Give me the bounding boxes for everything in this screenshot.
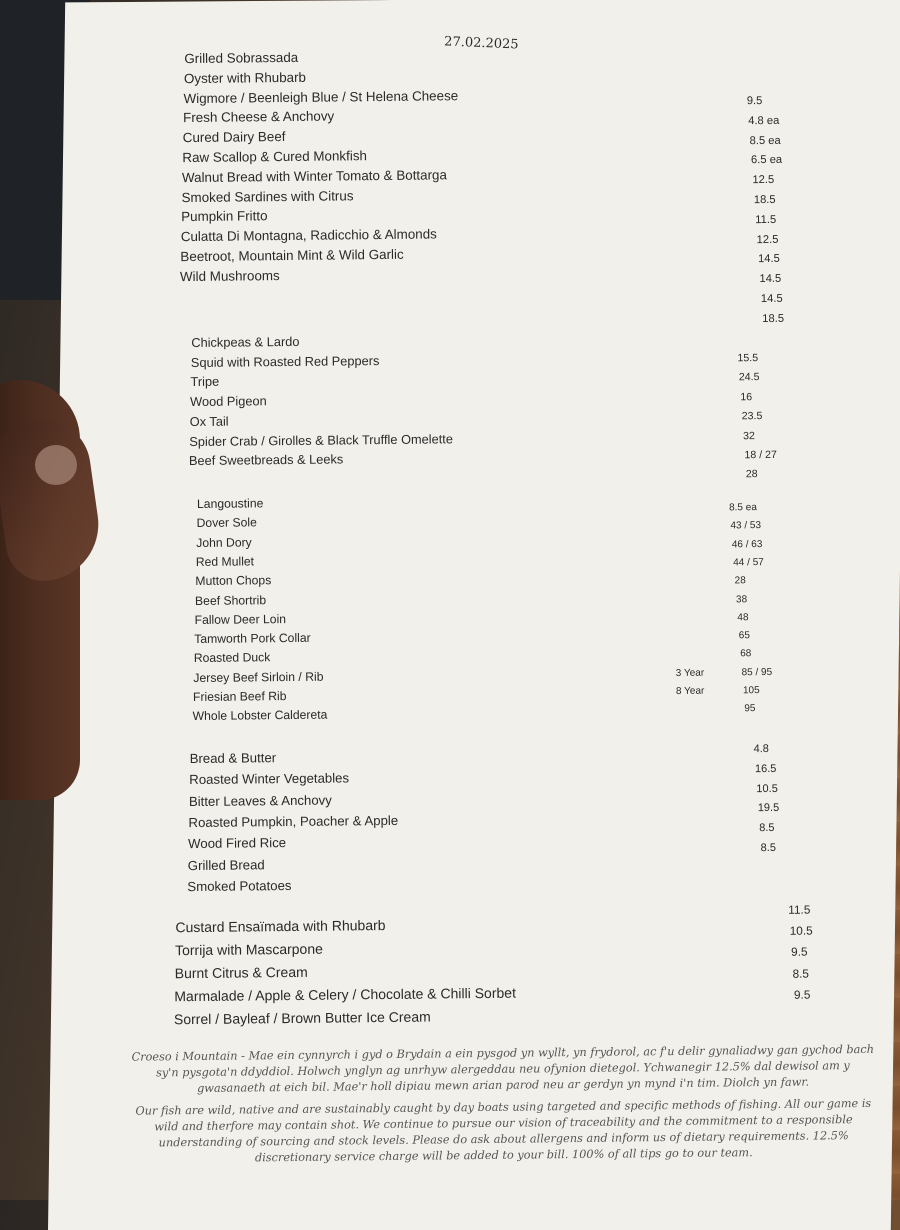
menu-item-name: Roasted Pumpkin, Poacher & Apple: [188, 812, 399, 830]
menu-item-name: Spider Crab / Girolles & Black Truffle Omelette: [189, 430, 454, 449]
menu-item-price: 4.8 ea: [748, 114, 780, 127]
menu-item-price: 8.5 ea: [728, 502, 757, 514]
menu-item-name: Dover Sole: [196, 515, 257, 531]
menu-item-price: 32: [743, 429, 755, 442]
menu-item-name: Beef Shortrib: [194, 592, 267, 608]
menu-item-price: 19.5: [757, 802, 780, 815]
menu-item-name: Marmalade / Apple & Celery / Chocolate & Chilli Sorbet: [174, 984, 516, 1005]
menu-item-price: 9.5: [793, 987, 811, 1002]
menu-item-name: Bread & Butter: [189, 750, 277, 767]
menu-item-price: 48: [737, 611, 749, 624]
menu-item-price: 28: [745, 468, 758, 481]
menu-item-price: 8.5 ea: [749, 134, 781, 147]
menu-item-name: Friesian Beef Rib: [192, 689, 287, 705]
menu-item-name: Raw Scallop & Cured Monkfish: [182, 148, 367, 166]
menu-item-name: Whole Lobster Caldereta: [192, 707, 328, 724]
menu-item-price: 15.5: [737, 352, 759, 365]
menu-item-price: 12.5: [752, 174, 775, 187]
menu-item-name: Smoked Sardines with Citrus: [181, 187, 354, 205]
menu-item-name: Fresh Cheese & Anchovy: [183, 108, 335, 126]
menu-item-price: 11.5: [755, 213, 777, 226]
menu-item-name: Wigmore / Beenleigh Blue / St Helena Cheese: [183, 87, 459, 106]
thumbnail: [35, 445, 77, 485]
menu-item-price: 16.5: [754, 762, 777, 775]
menu-item-age-note: 3 Year: [675, 667, 705, 679]
menu-item-price: 9.5: [791, 944, 808, 960]
menu-item-name: Roasted Duck: [193, 650, 271, 666]
menu-item-price: 24.5: [738, 371, 760, 384]
menu-item-name: Sorrel / Bayleaf / Brown Butter Ice Cream: [173, 1008, 431, 1028]
menu-item-name: Cured Dairy Beef: [182, 129, 286, 146]
menu-item-name: Culatta Di Montagna, Radicchio & Almonds: [180, 226, 437, 245]
menu-item-price: 8.5: [760, 841, 776, 855]
menu-item-name: Tripe: [190, 374, 220, 390]
menu-item-price: 44 / 57: [733, 556, 764, 569]
menu-item-price: 23.5: [741, 410, 763, 423]
menu-item-price: 65: [738, 630, 750, 642]
menu-item-name: Oyster with Rhubarb: [183, 69, 307, 86]
menu-item-name: Wood Fired Rice: [188, 835, 287, 852]
menu-item-price: 10.5: [756, 782, 778, 795]
menu-item-name: Pumpkin Fritto: [181, 208, 268, 225]
menu-item-price: 46 / 63: [731, 538, 763, 550]
menu-item-price: 95: [744, 703, 756, 715]
menu-item-price: 12.5: [756, 233, 779, 246]
menu-item-price: 105: [742, 685, 760, 697]
menu-item-price: 68: [740, 648, 752, 660]
menu-item-name: Roasted Winter Vegetables: [189, 770, 350, 788]
menu-item-price: 4.8: [753, 742, 769, 756]
menu-item-name: Beef Sweetbreads & Leeks: [188, 451, 344, 469]
menu-item-price: 38: [735, 593, 748, 605]
menu-item-name: Walnut Bread with Winter Tomato & Bottarga: [181, 167, 447, 185]
menu-item-price: 85 / 95: [741, 666, 773, 678]
menu-item-name: Mutton Chops: [195, 573, 272, 589]
footer-english: Our fish are wild, native and are sustainably caught by day boats using targeted and specific methods of fishing. All our game is wild and therfore may contain shot. We continue to pursue our vision of traceability and the commitment to a responsible understanding of sourcing and stock levels. Please do ask about allergens and inform us of dietary requirements. 12.5% discretionary service charge will be added to your bill. 100% of all tips go to our team.: [135, 1096, 872, 1165]
footer-welsh: Croeso i Mountain - Mae ein cynnyrch i gyd o Brydain a ein pysgod yn wyllt, yn frydorol, ac f'u delir gynaliadwy gan gychod bach sy'n pysgota'n ddyddiol. Holwch ynglyn ag unrhyw alergeddau neu ofynion dietegol. Ychwanegir 12.5% dal dewisol am y gwasanaeth at eich bil. Mae'r holl dipiau mewn arian parod neu ar gerdyn yn mynd i'n tim. Diolch yn fawr.: [131, 1042, 875, 1095]
menu-item-price: 18 / 27: [744, 448, 777, 462]
menu-item-name: Smoked Potatoes: [187, 877, 292, 894]
menu-item-price: 18.5: [762, 312, 785, 325]
menu-item-name: Squid with Roasted Red Peppers: [190, 352, 380, 370]
menu-item-name: Ox Tail: [189, 413, 229, 429]
menu-item-name: Fallow Deer Loin: [194, 611, 287, 627]
menu-item-name: Grilled Sobrassada: [184, 49, 299, 67]
menu-item-price: 14.5: [757, 253, 780, 266]
menu-item-name: Burnt Citrus & Cream: [174, 963, 308, 982]
menu-item-price: 18.5: [753, 193, 776, 207]
menu-item-name: John Dory: [196, 534, 252, 550]
menu-item-price: 9.5: [746, 95, 763, 108]
menu-item-price: 8.5: [792, 966, 809, 981]
menu-item-name: Grilled Bread: [187, 856, 265, 873]
menu-item-price: 14.5: [759, 273, 782, 286]
menu-item-name: Bitter Leaves & Anchovy: [188, 792, 332, 809]
menu-item-price: 8.5: [759, 822, 775, 835]
menu-item-name: Custard Ensaïmada with Rhubarb: [175, 917, 386, 936]
menu-item-name: Wood Pigeon: [190, 393, 267, 410]
menu-item-name: Torrija with Mascarpone: [174, 940, 323, 959]
menu-item-name: Chickpeas & Lardo: [191, 333, 300, 351]
menu-item-price: 10.5: [789, 923, 813, 938]
menu-item-name: Jersey Beef Sirloin / Rib: [193, 669, 324, 685]
menu-item-name: Langoustine: [196, 496, 264, 511]
menu-date: 27.02.2025: [443, 34, 519, 53]
menu-item-name: Red Mullet: [195, 554, 255, 569]
menu-item-name: Tamworth Pork Collar: [194, 630, 311, 647]
menu-item-price: 28: [734, 575, 746, 587]
menu-item-price: 16: [740, 390, 753, 404]
menu-item-name: Beetroot, Mountain Mint & Wild Garlic: [180, 246, 404, 265]
menu-item-age-note: 8 Year: [675, 685, 705, 697]
menu-item-price: 14.5: [760, 292, 783, 306]
menu-item-name: Wild Mushrooms: [179, 267, 280, 284]
menu-item-price: 11.5: [788, 902, 811, 917]
menu-item-price: 6.5 ea: [750, 154, 783, 167]
menu-item-price: 43 / 53: [730, 520, 762, 532]
